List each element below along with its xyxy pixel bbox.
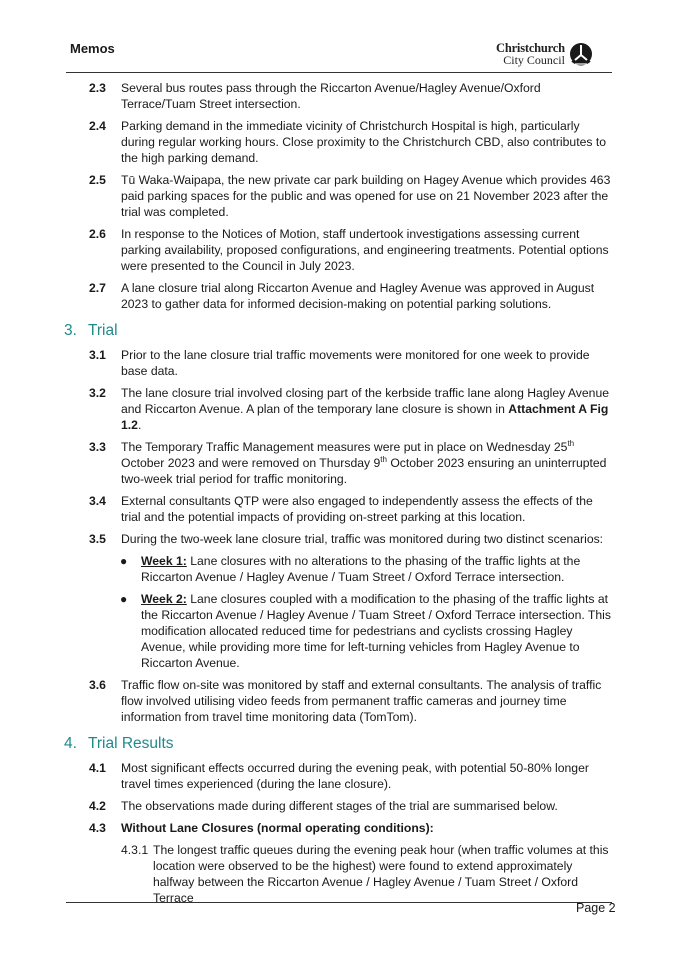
section-heading-trial-results xyxy=(0,734,675,754)
para-number: 4.3 xyxy=(89,821,106,835)
bullet-week-1 xyxy=(0,553,675,585)
para-number: 2.7 xyxy=(89,281,106,295)
page-header xyxy=(0,0,675,76)
para-2-5 xyxy=(0,172,675,220)
para-4-1 xyxy=(0,760,675,792)
header-rule xyxy=(66,72,612,73)
para-4-3 xyxy=(0,820,675,836)
para-3-4 xyxy=(0,493,675,525)
para-text: External consultants QTP were also engaged to independently assess the effects of the trial and the potential impacts of providing on-street parking at this location. xyxy=(121,494,593,524)
section-heading-trial xyxy=(0,321,675,341)
para-text: The lane closure trial involved closing part of the kerbside traffic lane along Hagley Avenue and Riccarton Avenue. A plan of the temporary lane closure is shown in xyxy=(121,386,610,416)
para-number: 4.2 xyxy=(89,799,106,813)
logo-line2: City Council xyxy=(503,53,565,67)
para-4-3-1 xyxy=(0,842,675,906)
footer-rule xyxy=(66,902,612,903)
para-text: Prior to the lane closure trial traffic movements were monitored for one week to provide base data. xyxy=(121,348,590,378)
section-title: Trial xyxy=(88,322,118,339)
para-number: 2.3 xyxy=(89,81,106,95)
bullet-icon: ● xyxy=(120,592,128,606)
para-2-7 xyxy=(0,280,675,312)
para-3-5 xyxy=(0,531,675,547)
para-number: 3.6 xyxy=(89,678,106,692)
para-text: Without Lane Closures (normal operating conditions): xyxy=(121,821,434,835)
para-text: During the two-week lane closure trial, traffic was monitored during two distinct scenarios: xyxy=(121,532,604,546)
para-text: Most significant effects occurred during the evening peak, with potential 50-80% longer travel times experienced (during the lane closure). xyxy=(121,761,589,791)
para-text: October 2023 ensuring an uninterrupted two-week trial period for traffic monitoring. xyxy=(121,456,607,486)
ordinal-suffix: th xyxy=(380,454,387,464)
bullet-label: Week 2: xyxy=(141,592,187,606)
bullet-week-2 xyxy=(0,591,675,671)
bullet-icon: ● xyxy=(120,554,128,568)
council-emblem-icon xyxy=(568,42,594,68)
para-number: 2.4 xyxy=(89,119,106,133)
para-number: 3.4 xyxy=(89,494,106,508)
para-3-6 xyxy=(0,677,675,725)
section-title: Trial Results xyxy=(88,735,174,752)
para-text: The observations made during different stages of the trial are summarised below. xyxy=(121,799,558,813)
para-3-2 xyxy=(0,385,675,433)
para-number: 3.5 xyxy=(89,532,106,546)
section-number: 4. xyxy=(64,735,77,752)
bullet-text: Lane closures coupled with a modification to the phasing of the traffic lights at the Riccarton Avenue / Hagley Avenue / Tuam Street / Oxford Terrace intersection. This modification allocated reduced time for pedestrians and cyclists crossing Hagley Avenue, while providing more time for left-turning vehicles from Hagley Avenue to Riccarton Avenue. xyxy=(141,592,611,670)
header-section-label: Memos xyxy=(70,41,115,56)
section-number: 3. xyxy=(64,322,77,339)
attachment-reference: Attachment A Fig 1.2 xyxy=(121,402,609,432)
para-number: 4.1 xyxy=(89,761,106,775)
memo-body xyxy=(0,80,675,912)
para-number: 3.2 xyxy=(89,386,106,400)
para-number: 3.1 xyxy=(89,348,106,362)
para-number: 4.3.1 xyxy=(121,843,149,857)
para-text: Tū Waka-Waipapa, the new private car park building on Hagey Avenue which provides 463 paid parking spaces for the public and was opened for use on 21 November 2023 after the trial was completed. xyxy=(121,173,611,219)
para-text: The Temporary Traffic Management measures were put in place on Wednesday 25 xyxy=(121,440,568,454)
para-2-3 xyxy=(0,80,675,112)
ordinal-suffix: th xyxy=(567,438,575,448)
para-text: Several bus routes pass through the Riccarton Avenue/Hagley Avenue/Oxford Terrace/Tuam Street intersection. xyxy=(121,81,541,111)
para-3-3 xyxy=(0,439,675,487)
para-text: The longest traffic queues during the evening peak hour (when traffic volumes at this location were observed to be the highest) were found to extend approximately halfway between the Riccarton Avenue / Hagley Avenue / Tuam Street / Oxford Terrace xyxy=(153,843,609,905)
para-number: 2.6 xyxy=(89,227,106,241)
para-text-end: . xyxy=(137,418,142,432)
logo-wordmark xyxy=(496,42,565,66)
page-number: Page 2 xyxy=(576,901,616,915)
para-2-4 xyxy=(0,118,675,166)
para-text: In response to the Notices of Motion, staff undertook investigations assessing current parking availability, proposed configurations, and engineering treatments. Potential options were presented to the Council in July 2023. xyxy=(121,227,609,273)
para-text: Traffic flow on-site was monitored by staff and external consultants. The analysis of traffic flow involved utilising video feeds from permanent traffic cameras and journey time information from travel time monitoring data (TomTom). xyxy=(121,678,602,724)
para-number: 3.3 xyxy=(89,440,106,454)
para-number: 2.5 xyxy=(89,173,106,187)
para-3-1 xyxy=(0,347,675,379)
para-text: A lane closure trial along Riccarton Avenue and Hagley Avenue was approved in August 2023 to gather data for informed decision-making on potential parking solutions. xyxy=(121,281,595,311)
council-logo xyxy=(496,42,594,68)
para-2-6 xyxy=(0,226,675,274)
bullet-text: Lane closures with no alterations to the phasing of the traffic lights at the Riccarton Avenue / Hagley Avenue / Tuam Street / Oxford Terrace intersection. xyxy=(141,554,581,584)
para-text: Parking demand in the immediate vicinity of Christchurch Hospital is high, particularly during regular working hours. Close proximity to the Christchurch CBD, also contributes to the high parking demand. xyxy=(121,119,607,165)
para-text: October 2023 and were removed on Thursday 9 xyxy=(121,456,381,470)
bullet-label: Week 1: xyxy=(141,554,187,568)
logo-line1: Christchurch xyxy=(496,41,565,55)
para-4-2 xyxy=(0,798,675,814)
